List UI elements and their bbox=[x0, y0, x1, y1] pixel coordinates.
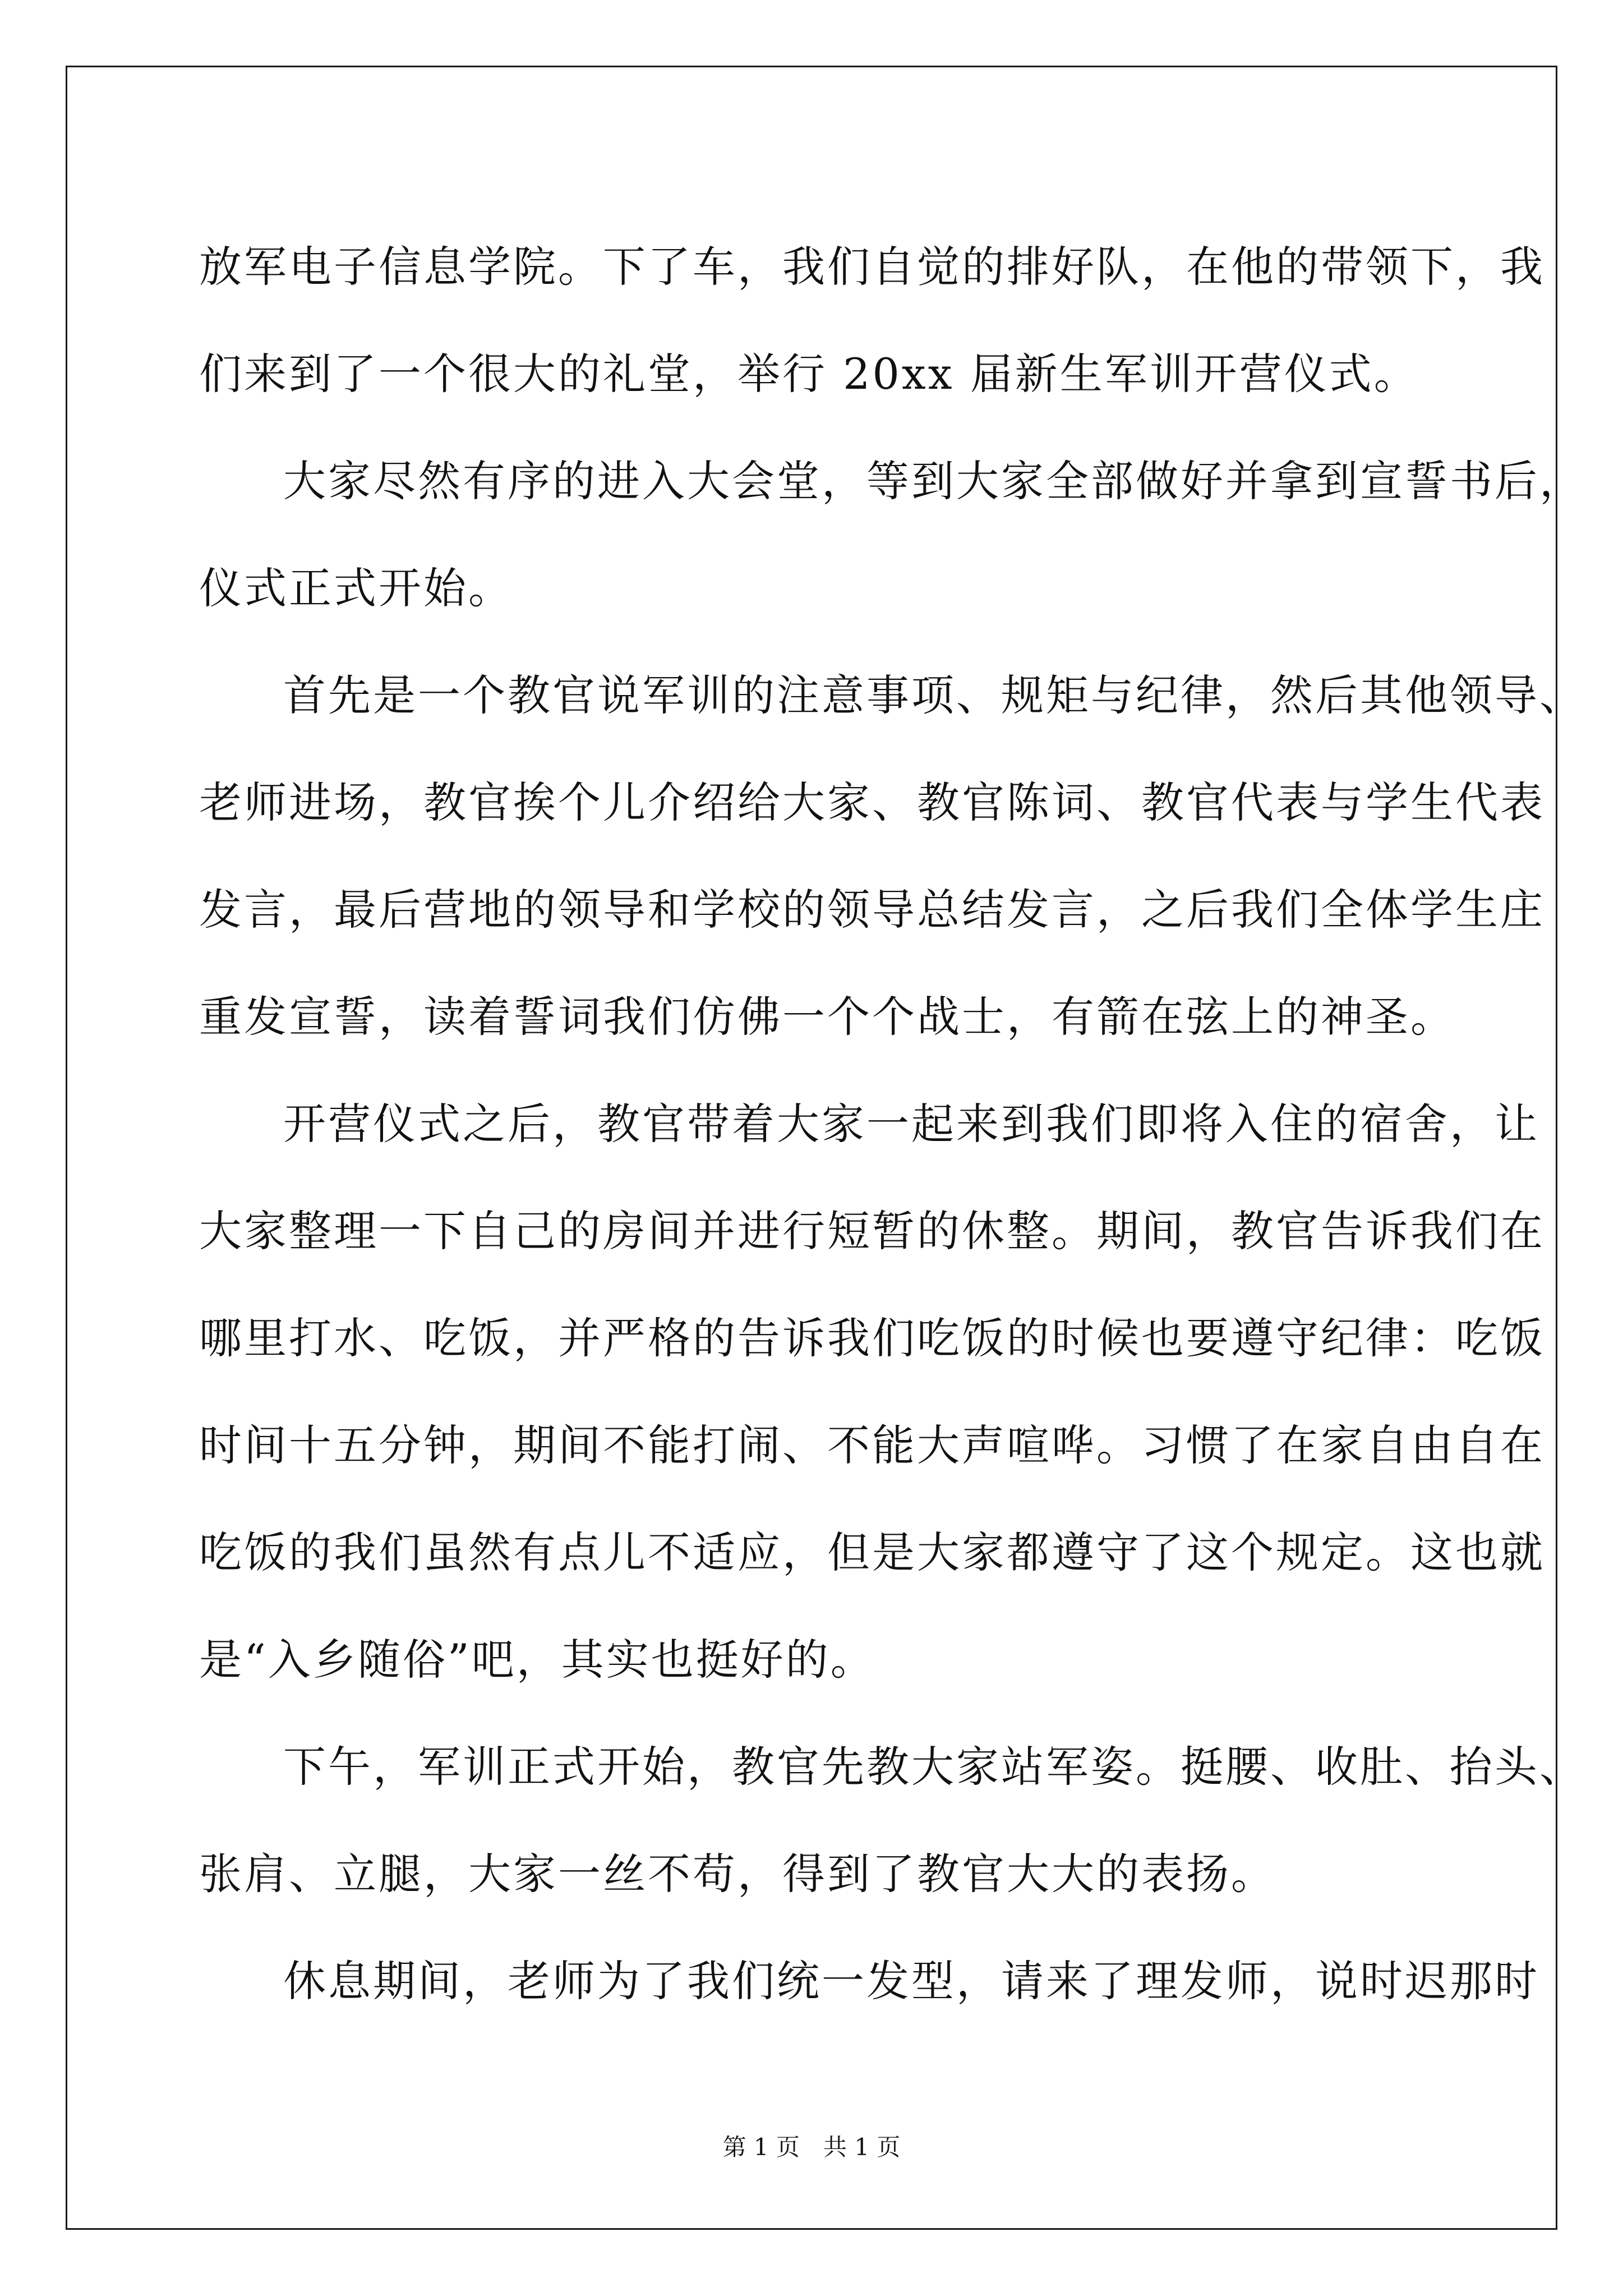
text-line: 休息期间，老师为了我们统一发型，请来了理发师，说时迟那时 bbox=[283, 1956, 1539, 2006]
text-line: 首先是一个教官说军训的注意事项、规矩与纪律，然后其他领导、 bbox=[283, 670, 1584, 720]
text-line: 大家尽然有序的进入大会堂，等到大家全部做好并拿到宣誓书后， bbox=[283, 456, 1584, 506]
text-line: 们来到了一个很大的礼堂，举行 20xx 届新生军训开营仪式。 bbox=[199, 349, 1419, 399]
text-line: 开营仪式之后，教官带着大家一起来到我们即将入住的宿舍，让 bbox=[283, 1099, 1539, 1149]
text-line: 大家整理一下自己的房间并进行短暂的休整。期间，教官告诉我们在 bbox=[199, 1206, 1545, 1256]
text-line: 重发宣誓，读着誓词我们仿佛一个个战士，有箭在弦上的神圣。 bbox=[199, 992, 1455, 1042]
text-line: 哪里打水、吃饭，并严格的告诉我们吃饭的时候也要遵守纪律：吃饭 bbox=[199, 1313, 1545, 1363]
text-line: 发言，最后营地的领导和学校的领导总结发言，之后我们全体学生庄 bbox=[199, 885, 1545, 935]
text-line: 吃饭的我们虽然有点儿不适应，但是大家都遵守了这个规定。这也就 bbox=[199, 1527, 1545, 1577]
text-line: 张肩、立腿，大家一丝不苟，得到了教官大大的表扬。 bbox=[199, 1849, 1276, 1899]
text-line: 时间十五分钟，期间不能打闹、不能大声喧哗。习惯了在家自由自在 bbox=[199, 1420, 1545, 1470]
page-footer: 第 1 页 共 1 页 bbox=[722, 2133, 901, 2161]
text-line: 仪式正式开始。 bbox=[199, 563, 513, 613]
text-line: 老师进场，教官挨个儿介绍给大家、教官陈词、教官代表与学生代表 bbox=[199, 777, 1545, 827]
document-body bbox=[199, 213, 1584, 2035]
text-line: 下午，军训正式开始，教官先教大家站军姿。挺腰、收肚、抬头、 bbox=[283, 1742, 1584, 1792]
text-line: 放军电子信息学院。下了车，我们自觉的排好队，在他的带领下，我 bbox=[199, 242, 1545, 292]
text-line: 是“入乡随俗”吧，其实也挺好的。 bbox=[199, 1635, 875, 1685]
